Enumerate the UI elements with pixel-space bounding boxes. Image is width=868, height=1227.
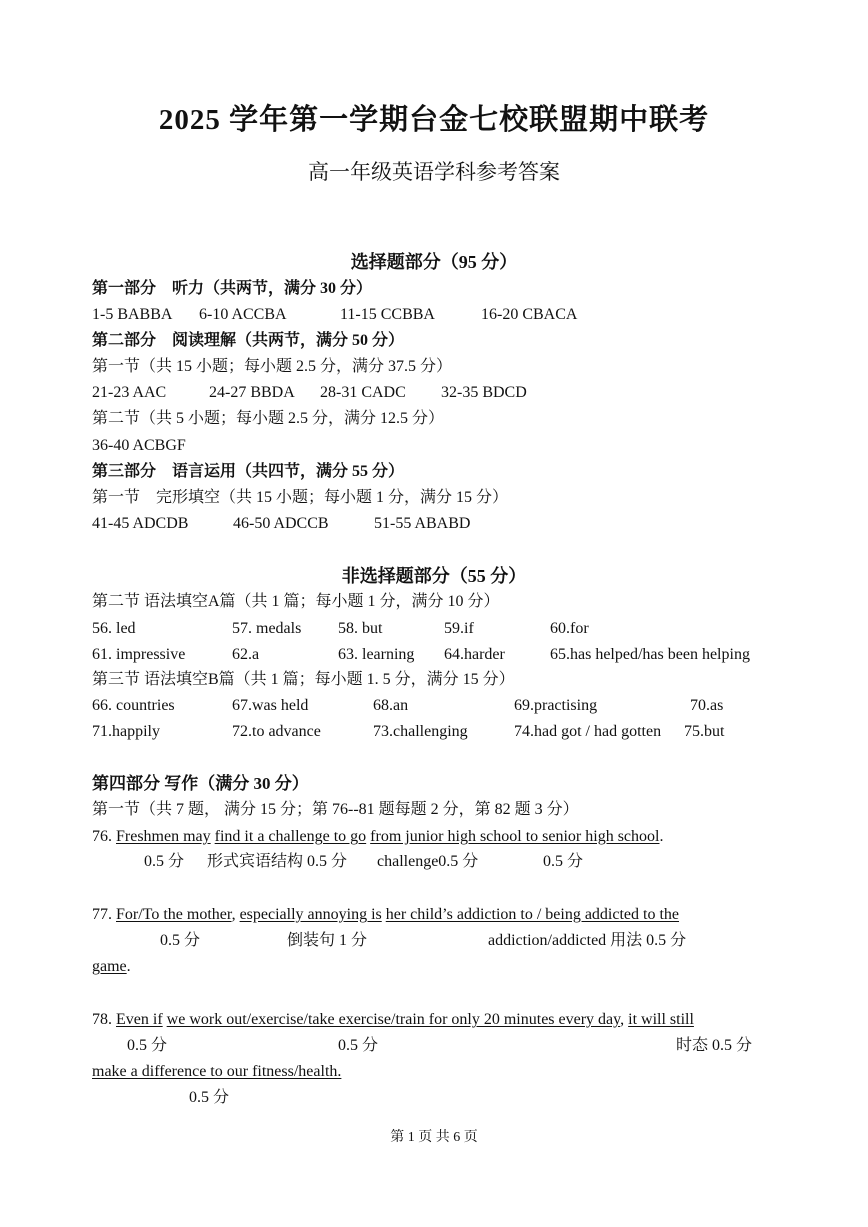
writing-section-heading: 第一节（共 7 题， 满分 15 分；第 76--81 题每题 2 分，第 82 题 3 分）: [92, 801, 579, 818]
page-title: 2025 学年第一学期台金七校联盟期中联考: [158, 104, 710, 136]
answer-group: 21-23 AAC: [92, 384, 167, 401]
section-heading: 第一节 完形填空（共 15 小题；每小题 1 分，满分 15 分）: [92, 489, 509, 506]
subjective-heading: 非选择题部分（55 分）: [341, 566, 527, 586]
page-subtitle: 高一年级英语学科参考答案: [308, 160, 560, 184]
answer-fragment: from junior high school to senior high school: [370, 828, 660, 845]
answer-item: 72.to advance: [232, 723, 321, 740]
separator: ,: [231, 906, 240, 923]
score-note: 倒装句 1 分: [287, 932, 368, 949]
answer-item: 60.for: [550, 620, 589, 637]
question-number: 76.: [92, 828, 116, 845]
answer-group: 46-50 ADCCB: [233, 515, 329, 532]
score-note: 时态 0.5 分: [676, 1037, 753, 1054]
answer-group: 28-31 CADC: [320, 384, 406, 401]
answer-item: 70.as: [690, 697, 724, 714]
score-note: 0.5 分: [189, 1089, 230, 1106]
score-note: 0.5 分: [127, 1037, 168, 1054]
answer-group: 11-15 CCBBA: [340, 306, 435, 323]
part2-heading: 第二部分 阅读理解（共两节，满分 50 分）: [92, 332, 405, 349]
answer-item: 65.has helped/has been helping: [550, 646, 750, 663]
score-note: addiction/addicted 用法 0.5 分: [488, 932, 687, 949]
answer-item: 71.happily: [92, 723, 160, 740]
answer-fragment: Even if: [116, 1011, 163, 1028]
part3-heading: 第三部分 语言运用（共四节，满分 55 分）: [92, 463, 405, 480]
answer-group: 41-45 ADCDB: [92, 515, 189, 532]
answer-item: 67.was held: [232, 697, 309, 714]
answer-item: 73.challenging: [373, 723, 468, 740]
answer-item: 59.if: [444, 620, 474, 637]
objective-heading: 选择题部分（95 分）: [350, 252, 518, 272]
grammar-b-heading: 第三节 语法填空B篇（共 1 篇；每小题 1. 5 分，满分 15 分）: [92, 671, 515, 688]
answer-item: 74.had got / had gotten: [514, 723, 662, 740]
question-77: [92, 905, 679, 925]
answer-fragment: we work out/exercise/take exercise/train for only 20 minutes every day: [166, 1011, 621, 1028]
question-77-continued: [92, 957, 131, 977]
answer-item: 62.a: [232, 646, 260, 663]
score-note: 形式宾语结构 0.5 分: [207, 853, 348, 870]
answer-item: 68.an: [373, 697, 409, 714]
grammar-a-heading: 第二节 语法填空A篇（共 1 篇；每小题 1 分，满分 10 分）: [92, 593, 500, 610]
answer-group: 1-5 BABBA: [92, 306, 173, 323]
answer-item: 63. learning: [338, 646, 415, 663]
answer-group: 6-10 ACCBA: [199, 306, 287, 323]
answer-fragment: Freshmen may: [116, 828, 211, 845]
part1-heading: 第一部分 听力（共两节，满分 30 分）: [92, 280, 373, 297]
question-number: 77.: [92, 906, 116, 923]
score-note: 0.5 分: [144, 853, 185, 870]
answer-group: 24-27 BBDA: [209, 384, 295, 401]
section-heading: 第一节（共 15 小题；每小题 2.5 分，满分 37.5 分）: [92, 358, 453, 375]
answer-fragment: game: [92, 958, 127, 975]
score-note: 0.5 分: [543, 853, 584, 870]
answer-fragment: find it a challenge to go: [214, 828, 367, 845]
answer-item: 64.harder: [444, 646, 505, 663]
answer-group: 16-20 CBACA: [481, 306, 578, 323]
answer-item: 69.practising: [514, 697, 598, 714]
answer-group: 32-35 BDCD: [441, 384, 527, 401]
answer-item: 66. countries: [92, 697, 175, 714]
answer-fragment: For/To the mother: [116, 906, 232, 923]
question-number: 78.: [92, 1011, 116, 1028]
question-76: [92, 827, 663, 847]
answer-item: 58. but: [338, 620, 383, 637]
question-78-continued: make a difference to our fitness/health.: [92, 1063, 342, 1080]
page-footer: 第 1 页 共 6 页: [390, 1130, 478, 1145]
score-note: challenge0.5 分: [377, 853, 479, 870]
answer-fragment: her child’s addiction to / being addicted to the: [385, 906, 680, 923]
answer-item: 61. impressive: [92, 646, 186, 663]
period: .: [659, 828, 664, 845]
score-note: 0.5 分: [338, 1037, 379, 1054]
answer-group: 36-40 ACBGF: [92, 437, 186, 454]
section-heading: 第二节（共 5 小题；每小题 2.5 分，满分 12.5 分）: [92, 410, 445, 427]
answer-group: 51-55 ABABD: [374, 515, 471, 532]
answer-item: 75.but: [684, 723, 725, 740]
question-78: [92, 1010, 694, 1030]
period: .: [126, 958, 131, 975]
score-note: 0.5 分: [160, 932, 201, 949]
answer-fragment: especially annoying is: [239, 906, 382, 923]
answer-item: 56. led: [92, 620, 136, 637]
answer-item: 57. medals: [232, 620, 302, 637]
separator: ,: [620, 1011, 629, 1028]
part4-heading: 第四部分 写作（满分 30 分）: [92, 774, 309, 793]
answer-fragment: it will still: [628, 1011, 694, 1028]
